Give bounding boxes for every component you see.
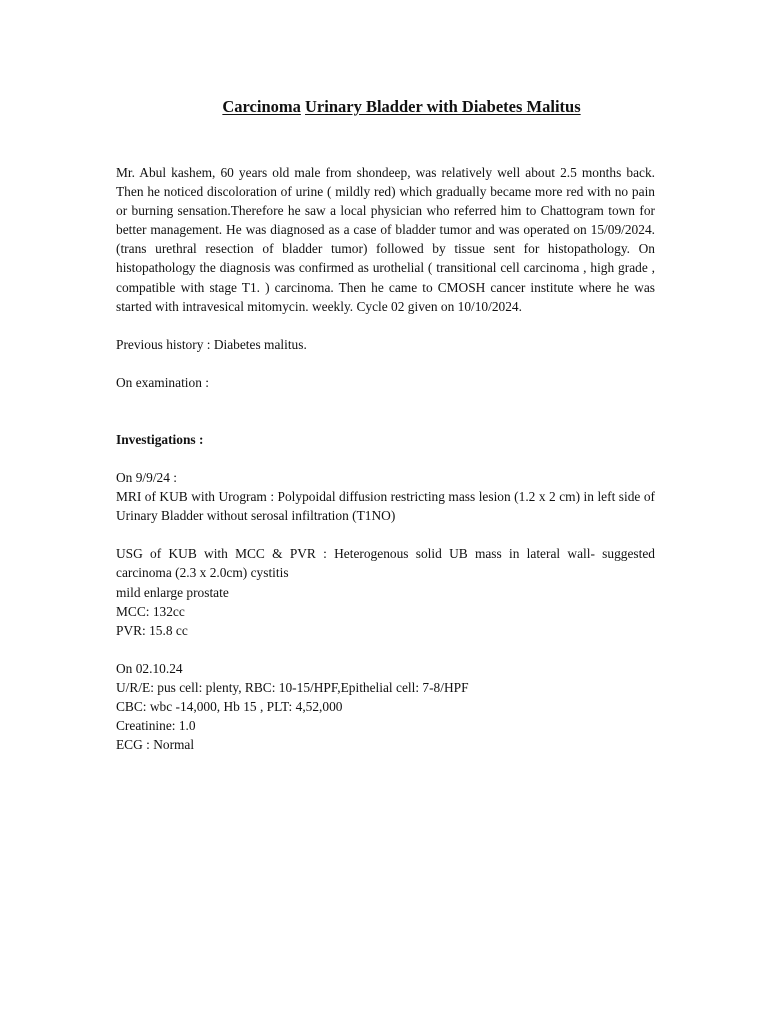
ure-result: U/R/E: pus cell: plenty, RBC: 10-15/HPF,Epithelial cell: 7-8/HPF (116, 679, 469, 695)
usg-prostate: mild enlarge prostate (116, 584, 229, 600)
usg-result: USG of KUB with MCC & PVR : Heterogenous solid UB mass in lateral wall- suggested carcinoma (2.3 x 2.0cm) cystitis (116, 546, 655, 581)
usg-mcc: MCC: 132cc (116, 603, 185, 619)
ecg-result: ECG : Normal (116, 737, 195, 753)
investigations-heading: Investigations : (116, 431, 204, 447)
cbc-result: CBC: wbc -14,000, Hb 15 , PLT: 4,52,000 (116, 698, 343, 714)
document-title (0, 96, 768, 118)
document-body (116, 163, 655, 754)
creatinine-result: Creatinine: 1.0 (116, 718, 196, 734)
investigation-date-2: On 02.10.24 (116, 660, 183, 676)
previous-history: Previous history : Diabetes malitus. (116, 336, 307, 352)
investigation-date-1: On 9/9/24 : (116, 470, 178, 486)
history-paragraph: Mr. Abul kashem, 60 years old male from shondeep, was relatively well about 2.5 months back. Then he noticed discoloration of urine ( mildly red) which gradually became more red with no pain or burning sensation.Therefore he saw a local physician who referred him to Chattogram town for better management. He was diagnosed as a case of bladder tumor and was operated on 15/09/2024. (trans urethral resection of bladder tumor) followed by tissue sent for histopathology. On histopathology the diagnosis was confirmed as urothelial ( transitional cell carcinoma , high grade , compatible with stage T1. ) carcinoma. Then he came to CMOSH cancer institute where he was started with intravesical mitomycin. weekly. Cycle 02 given on 10/10/2024. (116, 165, 655, 314)
usg-pvr: PVR: 15.8 cc (116, 622, 188, 638)
mri-result: MRI of KUB with Urogram : Polypoidal diffusion restricting mass lesion (1.2 x 2 cm) in left side of Urinary Bladder without serosal infiltration (T1NO) (116, 489, 655, 524)
on-examination: On examination : (116, 374, 209, 390)
title-part-disease: Urinary Bladder with Diabetes Malitus (305, 97, 581, 116)
title-part-carcinoma: Carcinoma (222, 97, 301, 116)
